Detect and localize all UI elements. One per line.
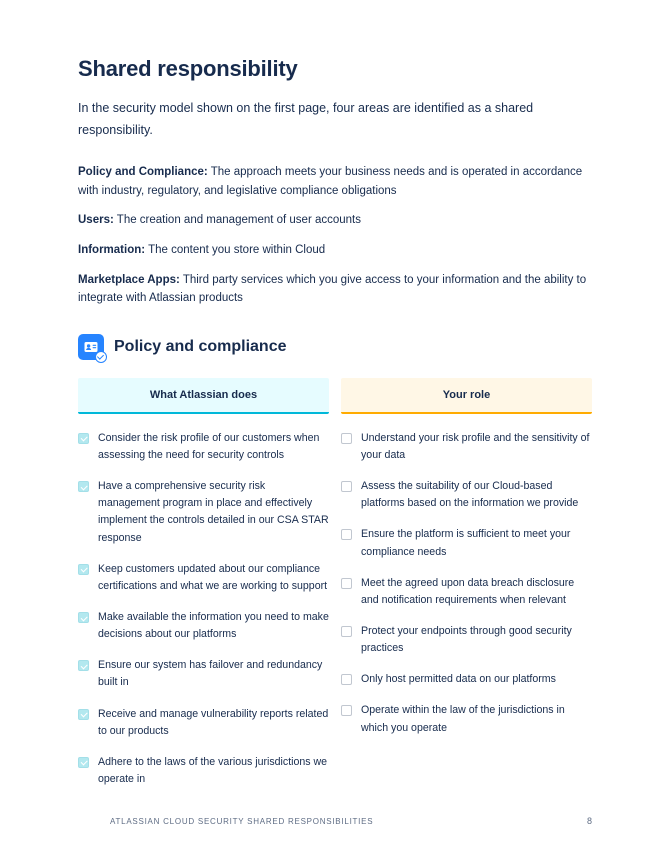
definition-text: The creation and management of user accounts	[113, 214, 362, 227]
definition-text: The content you store within Cloud	[145, 243, 326, 256]
list-item	[341, 702, 592, 736]
checkbox-empty-icon	[341, 529, 352, 540]
definition-item	[78, 271, 592, 308]
atlassian-column	[78, 414, 329, 803]
table-header-row	[78, 378, 592, 414]
checkbox-empty-icon	[341, 433, 352, 444]
responsibility-table	[66, 378, 604, 803]
definition-term: Policy and Compliance:	[78, 166, 208, 178]
page-title: Shared responsibility	[78, 56, 298, 81]
list-item	[341, 671, 592, 688]
checkbox-checked-icon	[78, 433, 89, 444]
list-item-label: Protect your endpoints through good security practices	[361, 625, 572, 655]
list-item	[78, 754, 329, 788]
list-item	[341, 526, 592, 560]
list-item-label: Make available the information you need to make decisions about our platforms	[98, 611, 329, 641]
list-item	[78, 478, 329, 547]
definition-term: Users:	[78, 214, 114, 227]
list-item	[78, 561, 329, 595]
definition-item	[78, 163, 592, 200]
checkbox-checked-icon	[78, 481, 89, 492]
page-number: 8	[586, 816, 592, 826]
table-body-row	[78, 414, 592, 803]
section-header	[78, 334, 592, 360]
list-item	[341, 430, 592, 464]
list-item-label: Consider the risk profile of our customers when assessing the need for security controls	[98, 431, 320, 461]
atlassian-item-list	[78, 430, 329, 789]
intro-paragraph: In the security model shown on the first page, four areas are identified as a shared responsibility.	[78, 101, 534, 137]
checkbox-checked-icon	[78, 757, 89, 768]
check-badge-icon	[95, 351, 107, 363]
column-header-your-role: Your role	[341, 378, 592, 414]
list-item-label: Ensure the platform is sufficient to meet your compliance needs	[361, 528, 571, 558]
checkbox-checked-icon	[78, 660, 89, 671]
checkbox-checked-icon	[78, 612, 89, 623]
list-item-label: Receive and manage vulnerability reports related to our products	[98, 707, 329, 737]
column-header-atlassian: What Atlassian does	[78, 378, 329, 414]
id-card-check-icon	[78, 334, 104, 360]
definition-term: Marketplace Apps:	[78, 273, 180, 286]
list-item	[78, 430, 329, 464]
list-item	[341, 575, 592, 609]
checkbox-empty-icon	[341, 626, 352, 637]
checkbox-empty-icon	[341, 481, 352, 492]
list-item-label: Keep customers updated about our compliance certifications and what we are working to support	[98, 562, 328, 592]
definition-text: Third party services which you give access to your information and the ability to integrate with Atlassian products	[78, 273, 587, 305]
list-item	[78, 706, 329, 740]
list-item-label: Only host permitted data on our platforms	[361, 673, 556, 686]
definition-list	[78, 163, 592, 308]
list-item-label: Meet the agreed upon data breach disclosure and notification requirements when relevant	[361, 576, 575, 606]
checkbox-checked-icon	[78, 709, 89, 720]
list-item	[341, 623, 592, 657]
list-item	[78, 609, 329, 643]
list-item-label: Adhere to the laws of the various jurisdictions we operate in	[98, 755, 328, 786]
your-role-item-list	[341, 430, 592, 737]
list-item-label: Ensure our system has failover and redundancy built in	[98, 659, 323, 689]
list-item-label: Assess the suitability of our Cloud-based platforms based on the information we provide	[361, 480, 579, 510]
definition-item	[78, 241, 592, 260]
section-title: Policy and compliance	[114, 337, 287, 355]
definition-item	[78, 211, 592, 230]
list-item-label: Have a comprehensive security risk management program in place and effectively implement the controls detailed in our CSA STAR response	[98, 480, 329, 544]
checkbox-empty-icon	[341, 705, 352, 716]
checkbox-checked-icon	[78, 564, 89, 575]
definition-text: The approach meets your business needs and is operated in accordance with industry, regulatory, and legislative compliance obligations	[78, 166, 583, 197]
page-footer	[78, 816, 592, 826]
checkbox-empty-icon	[341, 674, 352, 685]
list-item-label: Understand your risk profile and the sensitivity of your data	[361, 431, 590, 461]
footer-title: ATLASSIAN CLOUD SECURITY SHARED RESPONSIBILITIES	[110, 816, 374, 826]
definition-term: Information:	[78, 243, 146, 256]
list-item	[78, 657, 329, 691]
your-role-column	[341, 414, 592, 803]
list-item	[341, 478, 592, 512]
checkbox-empty-icon	[341, 578, 352, 589]
list-item-label: Operate within the law of the jurisdictions in which you operate	[361, 704, 565, 734]
